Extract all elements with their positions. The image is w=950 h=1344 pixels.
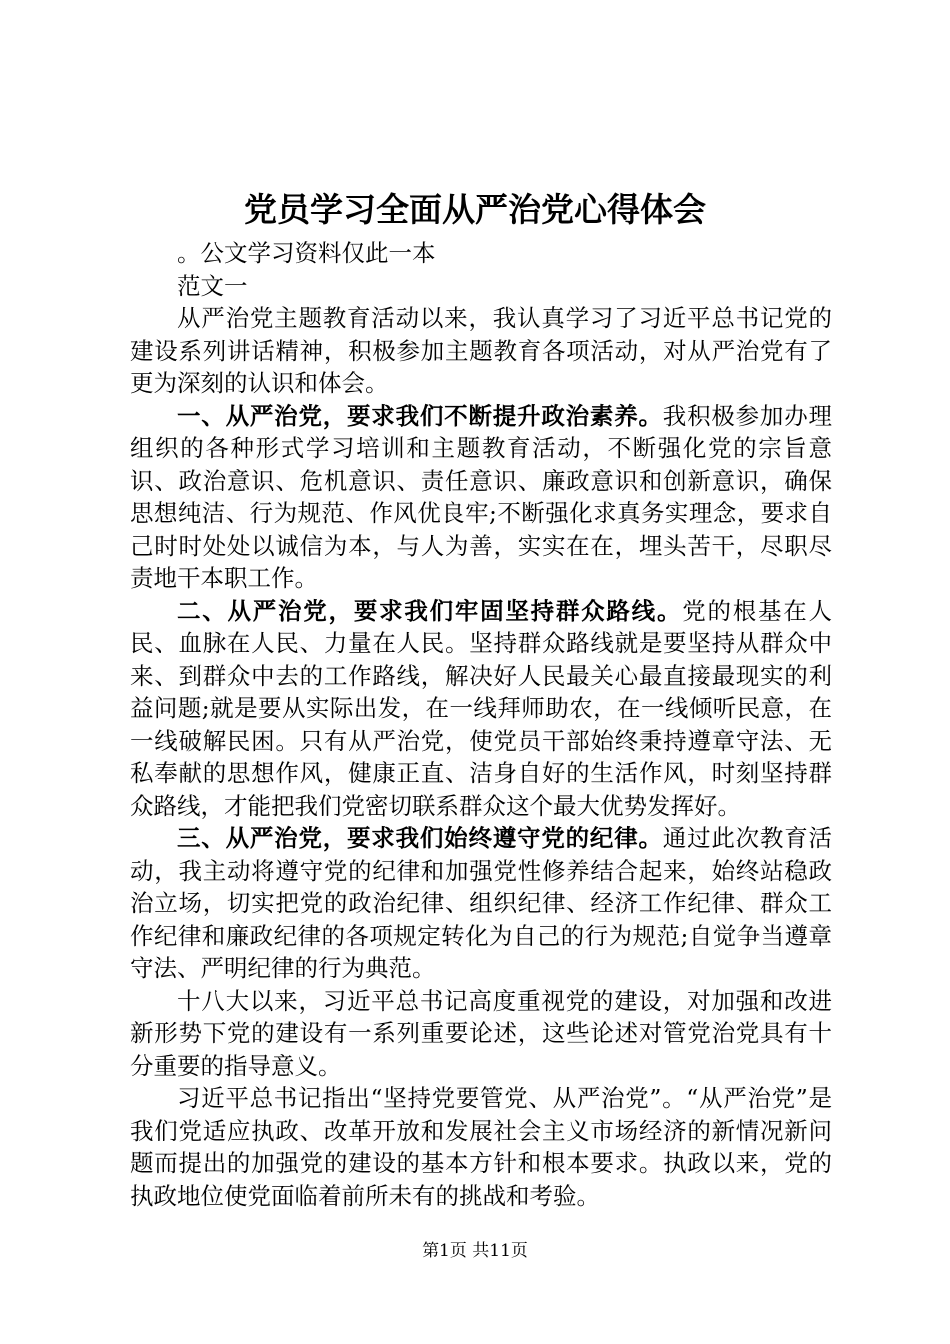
document-title: 党员学习全面从严治党心得体会 — [244, 190, 706, 229]
paragraph-text: 习近平总书记指出“坚持党要管党、从严治党”。“从严治党”是我们党适应执政、改革开放和发展社会主义市场经济的新情况新问题而提出的加强党的建设的基本方针和根本要求。执政以来，党的执政地位使党面临着前所未有的挑战和考验。 — [130, 1084, 832, 1210]
paragraph-text: 从严治党主题教育活动以来，我认真学习了习近平总书记党的建设系列讲话精神，积极参加主题教育各项活动，对从严治党有了更为深刻的认识和体会。 — [130, 304, 832, 397]
paragraph-point-one — [130, 400, 832, 595]
paragraph-text: 我积极参加办理组织的各种形式学习培训和主题教育活动，不断强化党的宗旨意识、政治意识、危机意识、责任意识、廉政意识和创新意识，确保思想纯洁、行为规范、作风优良牢;不断强化求真务实理念，要求自己时时处处以诚信为本，与人为善，实实在在，埋头苦干，尽职尽责地干本职工作。 — [130, 401, 833, 592]
paragraph-point-two — [130, 595, 832, 823]
paragraph-text: 通过此次教育活动，我主动将遵守党的纪律和加强党性修养结合起来，始终站稳政治立场，切实把党的政治纪律、组织纪律、经济工作纪律、群众工作纪律和廉政纪律的各项规定转化为自己的行为规范;自觉争当遵章守法、严明纪律的行为典范。 — [130, 824, 833, 982]
sample-label: 范文一 — [177, 271, 248, 300]
note-line: 。公文学习资料仅此一本 — [177, 239, 436, 267]
paragraph-strict-governance — [130, 1082, 832, 1212]
paragraph-heading: 二、从严治党，要求我们牢固坚持群众路线。 — [177, 596, 683, 625]
paragraph-text: 党的根基在人民、血脉在人民、力量在人民。坚持群众路线就是要坚持从群众中来、到群众中去的工作路线，解决好人民最关心最直接最现实的利益问题;就是要从实际出发，在一线拜师助农，在一线倾听民意，在一线破解民困。只有从严治党，使党员干部始终秉持遵章守法、无私奉献的思想作风，健康正直、洁身自好的生活作风，时刻坚持群众路线，才能把我们党密切联系群众这个最大优势发挥好。 — [130, 596, 833, 820]
document-body — [130, 237, 832, 1212]
paragraph-heading: 一、从严治党，要求我们不断提升政治素养。 — [177, 401, 663, 430]
paragraph-text: 十八大以来，习近平总书记高度重视党的建设，对加强和改进新形势下党的建设有一系列重要论述，这些论述对管党治党具有十分重要的指导意义。 — [130, 986, 832, 1080]
paragraph-point-three — [130, 822, 832, 985]
page-number-footer: 第1页 共11页 — [422, 1241, 528, 1261]
paragraph-heading: 三、从严治党，要求我们始终遵守党的纪律。 — [177, 824, 663, 852]
paragraph-intro — [130, 302, 832, 400]
paragraph-eighteenth-congress — [130, 985, 832, 1083]
